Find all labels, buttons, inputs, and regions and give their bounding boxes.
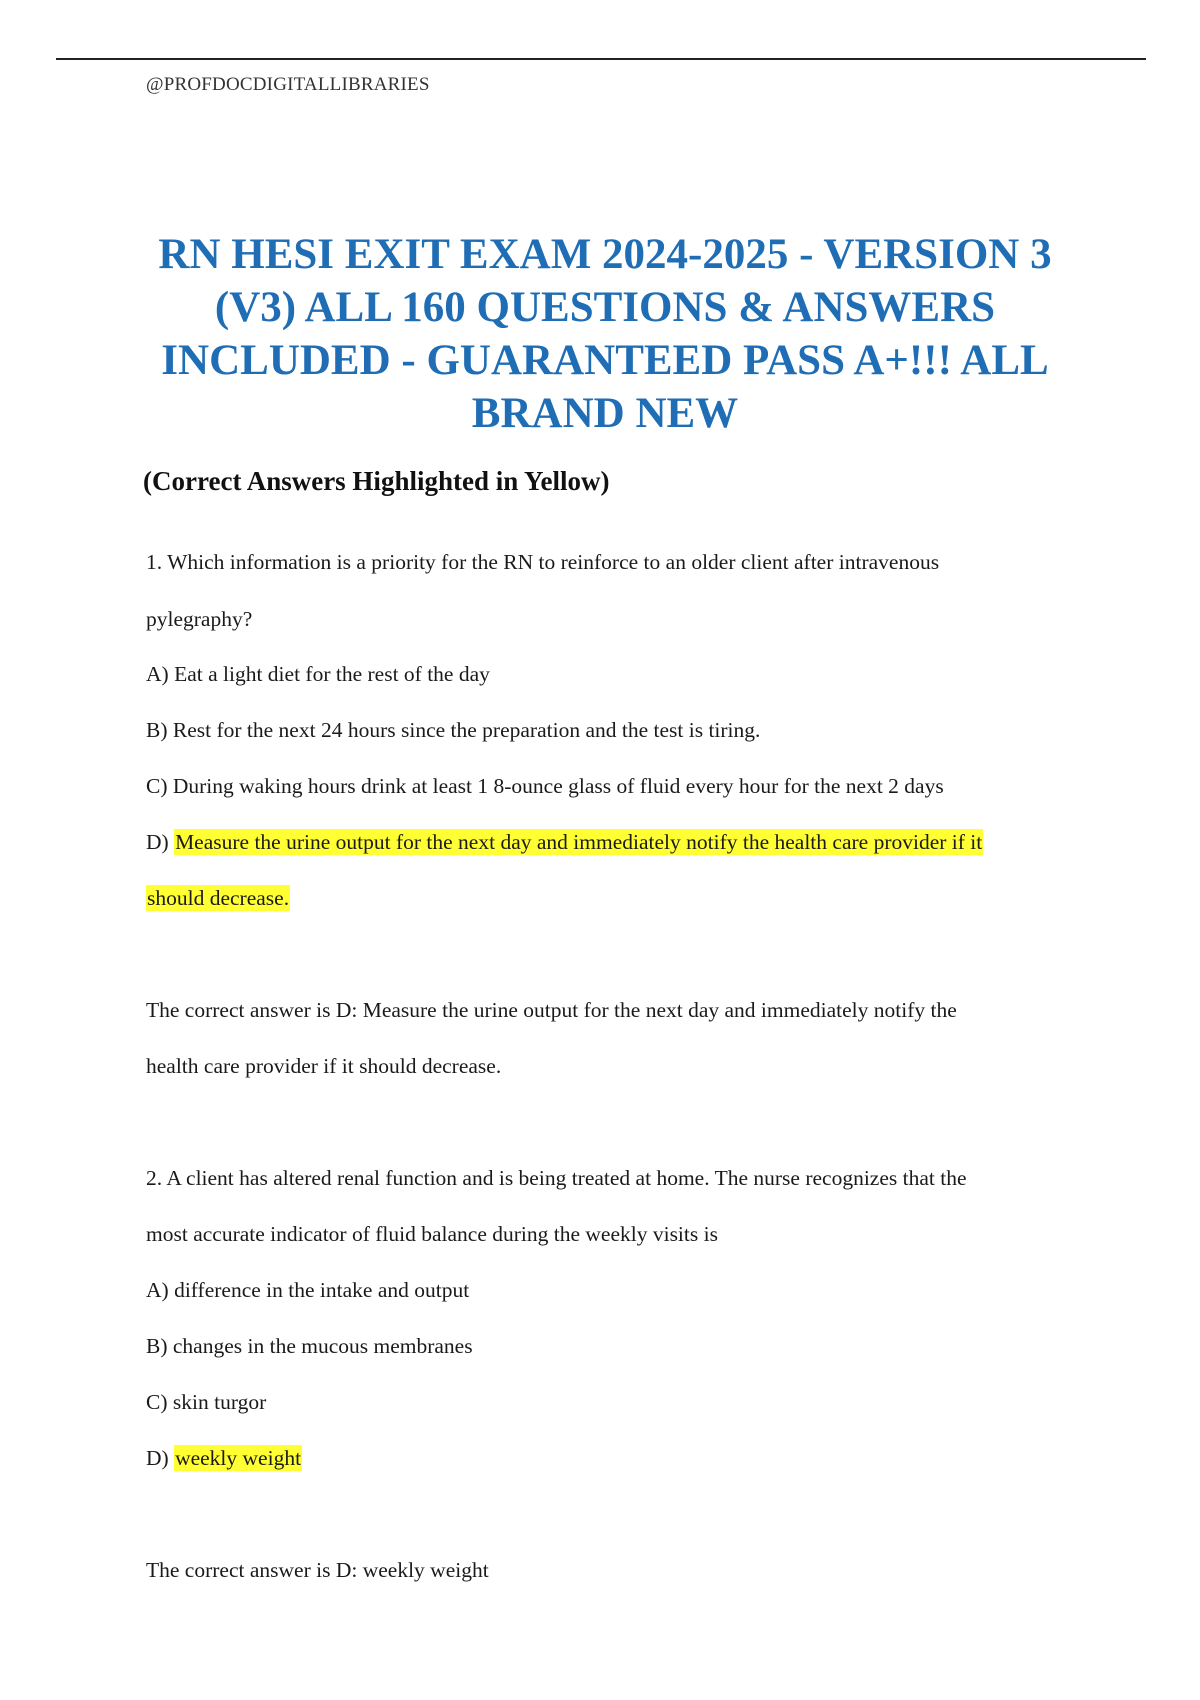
header-source-label: @PROFDOCDIGITALLIBRARIES — [146, 74, 430, 95]
question-2-option-b — [146, 1334, 473, 1359]
option-text: Eat a light diet for the rest of the day — [174, 662, 490, 686]
title-line-2: (V3) ALL 160 QUESTIONS & ANSWERS — [214, 284, 996, 331]
question-1-option-a — [146, 662, 490, 687]
question-1-option-d — [146, 830, 983, 855]
question-1-stem-line-1: 1. Which information is a priority for the RN to reinforce to an older client after intravenous — [146, 550, 940, 574]
question-2-stem-line-1: 2. A client has altered renal function and is being treated at home. The nurse recognizes that the — [146, 1166, 967, 1190]
correct-answer-highlight: should decrease. — [147, 886, 290, 910]
option-text: changes in the mucous membranes — [172, 1334, 473, 1358]
question-1-answer-line-1: The correct answer is D: Measure the urine output for the next day and immediately notify the — [146, 998, 957, 1022]
option-letter: B) — [146, 1334, 168, 1358]
question-1-stem-line-2: pylegraphy? — [146, 607, 253, 631]
question-2-option-d — [146, 1446, 302, 1471]
question-1-option-d-continued — [146, 886, 290, 911]
option-text: During waking hours drink at least 1 8-ounce glass of fluid every hour for the next 2 days — [172, 774, 944, 798]
option-text: Rest for the next 24 hours since the preparation and the test is tiring. — [172, 718, 761, 742]
question-2-stem-line-2: most accurate indicator of fluid balance during the weekly visits is — [146, 1222, 718, 1246]
option-text: skin turgor — [172, 1390, 267, 1414]
option-letter: A) — [146, 1278, 169, 1302]
option-letter: C) — [146, 774, 168, 798]
header-rule — [56, 58, 1146, 60]
correct-answer-highlight: Measure the urine output for the next day and immediately notify the health care provider if it — [175, 830, 983, 854]
option-letter: B) — [146, 718, 168, 742]
title-line-3: INCLUDED - GUARANTEED PASS A+!!! ALL — [161, 337, 1049, 384]
question-2-option-a — [146, 1278, 469, 1303]
correct-answer-highlight: weekly weight — [175, 1446, 302, 1470]
option-letter: A) — [146, 662, 169, 686]
document-subtitle: (Correct Answers Highlighted in Yellow) — [143, 466, 610, 496]
question-1-answer-line-2: health care provider if it should decrease. — [146, 1054, 502, 1078]
option-letter: D) — [146, 830, 169, 854]
title-line-4: BRAND NEW — [471, 390, 739, 437]
question-1-option-b — [146, 718, 760, 743]
question-1-option-c — [146, 774, 944, 799]
option-letter: C) — [146, 1390, 168, 1414]
option-letter: D) — [146, 1446, 169, 1470]
question-2-option-c — [146, 1390, 266, 1415]
option-text: difference in the intake and output — [174, 1278, 470, 1302]
document-title — [100, 228, 1110, 440]
title-line-1: RN HESI EXIT EXAM 2024-2025 - VERSION 3 — [158, 231, 1052, 278]
question-2-answer-line-1: The correct answer is D: weekly weight — [146, 1558, 489, 1582]
